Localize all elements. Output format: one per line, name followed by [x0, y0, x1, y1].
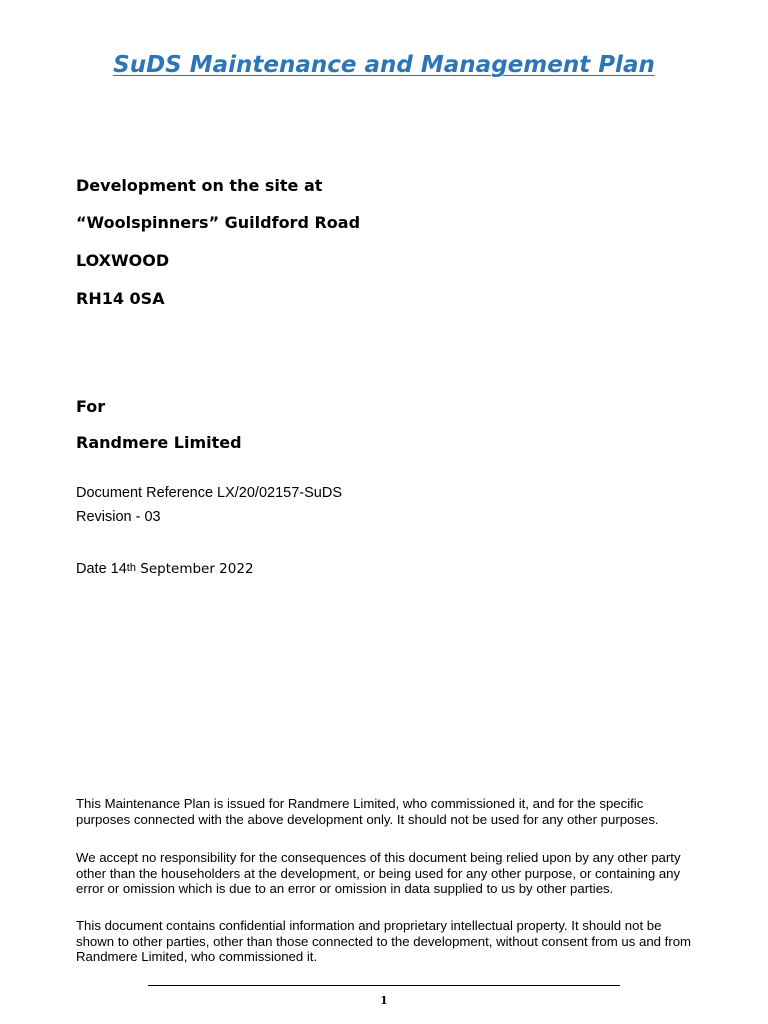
document-reference: Document Reference LX/20/02157-SuDS [76, 485, 342, 501]
site-line-2: “Woolspinners” Guildford Road [76, 213, 361, 232]
disclaimer-paragraph-2: We accept no responsibility for the consequences of this document being relied upon by any other party other than the householders at the development, or being used for any other purpose, or containing any error or omission which is due to an error or omission in data supplied to us by other parties. [76, 850, 681, 896]
footer-divider [148, 985, 620, 986]
disclaimer-paragraph-3: This document contains confidential information and proprietary intellectual property. It should not be shown to other parties, other than those connected to the development, without consent from us and from Randmere Limited, who commissioned it. [76, 918, 692, 964]
client-name: Randmere Limited [76, 433, 242, 452]
date-prefix: Date 14 [76, 561, 127, 577]
for-label: For [76, 397, 106, 416]
document-revision: Revision - 03 [76, 509, 161, 525]
document-title: SuDS Maintenance and Management Plan [113, 52, 655, 78]
date-suffix: th [126, 562, 136, 574]
page-number: 1 [380, 994, 388, 1007]
site-line-4: RH14 0SA [76, 289, 165, 308]
document-date [76, 561, 254, 577]
date-rest: September 2022 [135, 561, 254, 577]
site-line-1: Development on the site at [76, 176, 323, 195]
disclaimer-paragraph-1: This Maintenance Plan is issued for Randmere Limited, who commissioned it, and for the specific purposes connected with the above development only. It should not be used for any other purposes. [76, 796, 659, 827]
site-line-3: LOXWOOD [76, 251, 170, 270]
